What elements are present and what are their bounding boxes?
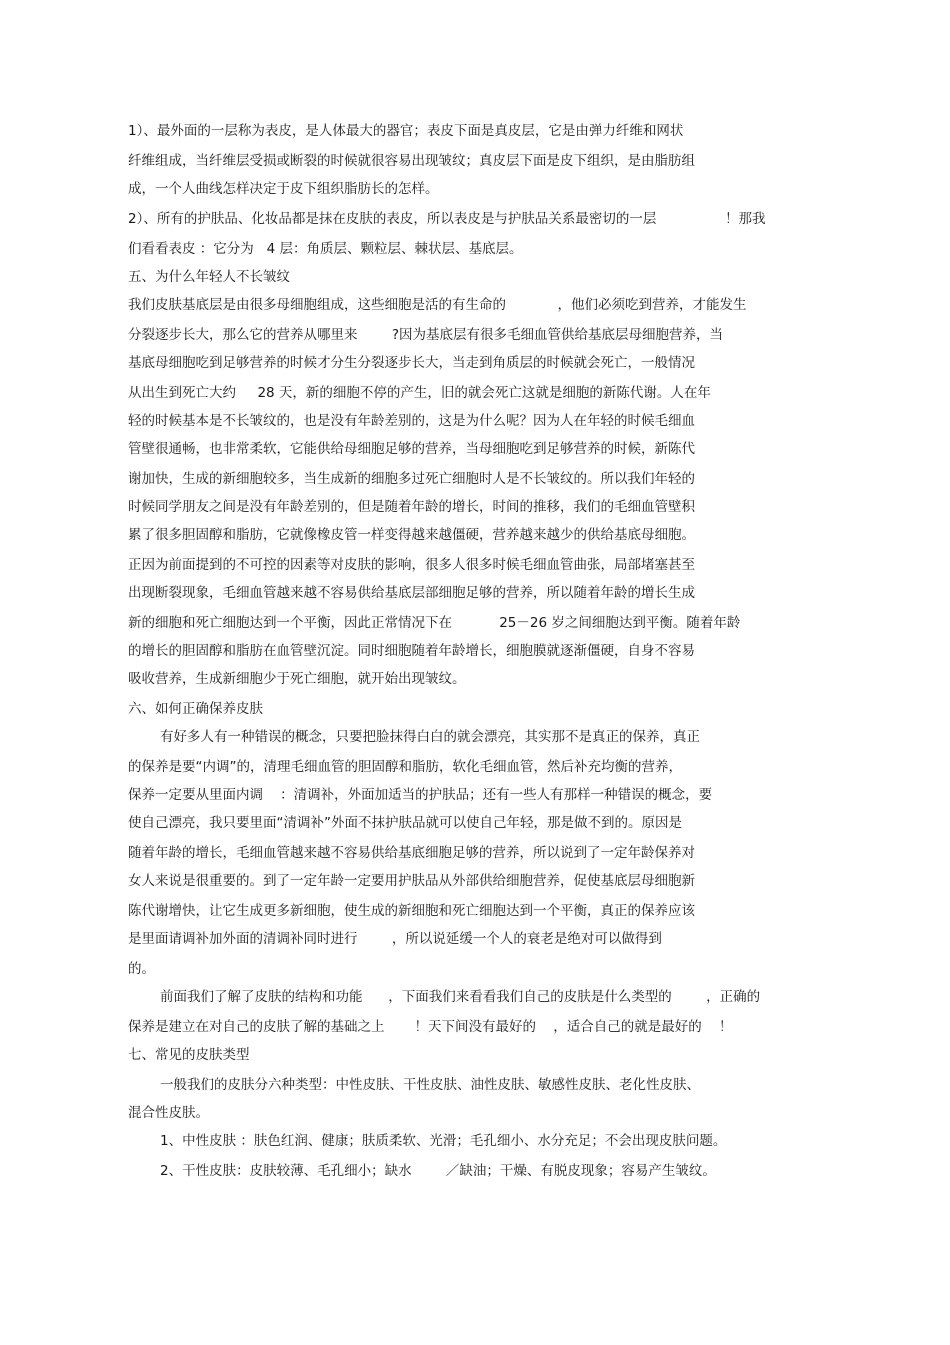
text-line: 谢加快，生成的新细胞较多，当生成新的细胞多过死亡细胞时人是不长皱纹的。所以我们年轻的	[128, 471, 695, 487]
text-line: 陈代谢增快，让它生成更多新细胞，使生成的新细胞和死亡细胞达到一个平衡，真正的保养应该	[128, 903, 695, 919]
text-line: 新的细胞和死亡细胞达到一个平衡，因此正常情况下在 25－26 岁之间细胞达到平衡。随着年龄	[128, 615, 741, 631]
text-line: 保养一定要从里面内调 ：清调补，外面加适当的护肤品；还有一些人有那样一种错误的概念，要	[128, 787, 713, 803]
text-line: 有好多人有一种错误的概念，只要把脸抹得白白的就会漂亮，其实那不是真正的保养，真正	[160, 729, 700, 745]
text-line: 随着年龄的增长，毛细血管越来越不容易供给基底细胞足够的营养，所以说到了一定年龄保养对	[128, 845, 695, 861]
section-heading: 六、如何正确保养皮肤	[128, 701, 263, 717]
text-line: 纤维组成，当纤维层受损或断裂的时候就很容易出现皱纹；真皮层下面是皮下组织，是由脂肪组	[128, 153, 695, 169]
text-line: 混合性皮肤。	[128, 1105, 209, 1121]
text-line: 2）、所有的护肤品、化妆品都是抹在皮肤的表皮，所以表皮是与护肤品关系最密切的一层 ！那我	[128, 211, 766, 227]
text-line: 吸收营养，生成新细胞少于死亡细胞，就开始出现皱纹。	[128, 671, 466, 687]
text-line: 使自己漂亮，我只要里面“清调补”外面不抹护肤品就可以使自己年轻，那是做不到的。原因是	[128, 815, 682, 831]
list-item: 1、中性皮肤 ：肤色红润、健康；肤质柔软、光滑；毛孔细小、水分充足；不会出现皮肤问题。	[160, 1133, 727, 1149]
text-line: 们看看表皮 ：它分为 4 层：角质层、颗粒层、棘状层、基底层。	[128, 241, 523, 257]
text-line: 的保养是要“内调”的，清理毛细血管的胆固醇和脂肪，软化毛细血管，然后补充均衡的营养，	[128, 759, 682, 775]
text-line: 的。	[128, 961, 155, 977]
text-line: 前面我们了解了皮肤的结构和功能 ，下面我们来看看我们自己的皮肤是什么类型的 ，正确的	[160, 989, 761, 1005]
text-line: 1）、最外面的一层称为表皮，是人体最大的器官；表皮下面是真皮层，它是由弹力纤维和网状	[128, 123, 684, 139]
text-line: 的增长的胆固醇和脂肪在血管壁沉淀。同时细胞随着年龄增长，细胞膜就逐渐僵硬，自身不容易	[128, 643, 695, 659]
text-line: 成，一个人曲线怎样决定于皮下组织脂肪长的怎样。	[128, 181, 439, 197]
text-line: 基底母细胞吃到足够营养的时候才分生分裂逐步长大，当走到角质层的时候就会死亡，一般情况	[128, 355, 695, 371]
section-heading: 五、为什么年轻人不长皱纹	[128, 269, 290, 285]
text-line: 女人来说是很重要的。到了一定年龄一定要用护肤品从外部供给细胞营养，促使基底层母细胞新	[128, 873, 695, 889]
text-line: 我们皮肤基底层是由很多母细胞组成，这些细胞是活的有生命的 ，他们必须吃到营养，才能发生	[128, 297, 747, 313]
section-heading: 七、常见的皮肤类型	[128, 1047, 250, 1063]
text-line: 是里面请调补加外面的清调补同时进行 ，所以说延缓一个人的衰老是绝对可以做得到	[128, 931, 662, 947]
text-line: 管壁很通畅，也非常柔软，它能供给母细胞足够的营养，当母细胞吃到足够营养的时候，新陈代	[128, 441, 695, 457]
text-line: 时候同学朋友之间是没有年龄差别的，但是随着年龄的增长，时间的推移，我们的毛细血管壁积	[128, 499, 695, 515]
text-line: 累了很多胆固醇和脂肪，它就像橡皮管一样变得越来越僵硬，营养越来越少的供给基底母细胞。	[128, 527, 695, 543]
text-line: 一般我们的皮肤分六种类型：中性皮肤、干性皮肤、油性皮肤、敏感性皮肤、老化性皮肤、	[160, 1077, 700, 1093]
text-line: 保养是建立在对自己的皮肤了解的基础之上 ！天下间没有最好的 ，适合自己的就是最好的 ！	[128, 1019, 733, 1035]
text-line: 出现断裂现象，毛细血管越来越不容易供给基底层部细胞足够的营养，所以随着年龄的增长生成	[128, 585, 695, 601]
text-line: 从出生到死亡大约 28 天，新的细胞不停的产生，旧的就会死亡这就是细胞的新陈代谢。人在年	[128, 385, 711, 401]
list-item: 2、干性皮肤：皮肤较薄、毛孔细小；缺水 ／缺油；干燥、有脱皮现象；容易产生皱纹。	[160, 1163, 716, 1179]
text-line: 分裂逐步长大，那么它的营养从哪里来 ?因为基底层有很多毛细血管供给基底层母细胞营养，当	[128, 327, 723, 343]
text-line: 正因为前面提到的不可控的因素等对皮肤的影响，很多人很多时候毛细血管曲张，局部堵塞甚至	[128, 557, 695, 573]
text-line: 轻的时候基本是不长皱纹的，也是没有年龄差别的，这是为什么呢？因为人在年轻的时候毛细血	[128, 413, 695, 429]
